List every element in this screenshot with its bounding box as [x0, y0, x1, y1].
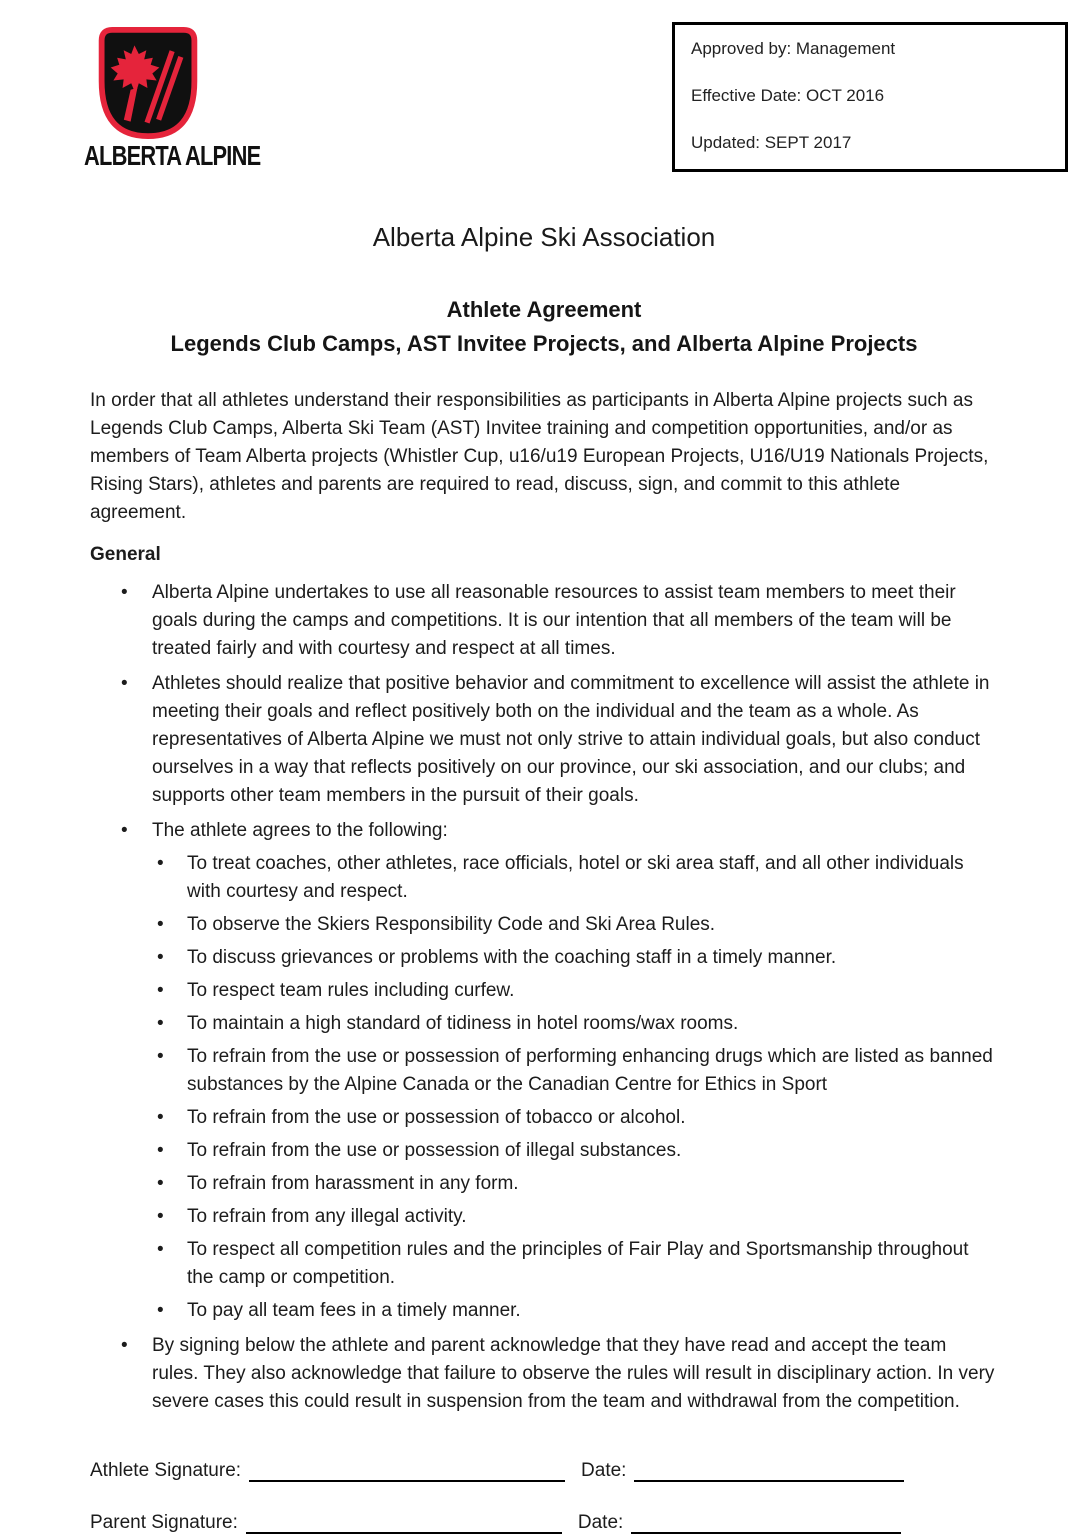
shield-icon [97, 26, 199, 140]
general-heading: General [90, 544, 161, 565]
athlete-signature-line [249, 1456, 565, 1482]
list-item-text: To respect team rules including curfew. [187, 980, 515, 1001]
list-item [152, 977, 998, 1005]
approved-by-line: Approved by: Management [691, 39, 896, 58]
list-item-text: To refrain from the use or possession of illegal substances. [187, 1140, 682, 1161]
effective-date-line: Effective Date: OCT 2016 [691, 86, 885, 105]
list-item-text: To maintain a high standard of tidiness in hotel rooms/wax rooms. [187, 1013, 739, 1034]
list-item-text: To pay all team fees in a timely manner. [187, 1300, 521, 1321]
list-item-text: To respect all competition rules and the principles of Fair Play and Sportsmanship throughout the camp or competition. [187, 1239, 969, 1288]
parent-signature-label: Parent Signature: [90, 1512, 238, 1533]
intro-paragraph: In order that all athletes understand their responsibilities as participants in Alberta Alpine projects such as Legends Club Camps, Alberta Ski Team (AST) Invitee training and competition opportunities, and/or as members of Team Alberta projects (Whistler Cup, u16/u19 European Projects, U16/U19 Nationals Projects, Rising Stars), athletes and parents are required to read, discuss, sign, and commit to this athlete agreement. [90, 390, 989, 523]
document-header [0, 0, 1088, 196]
alberta-alpine-logo [66, 26, 261, 172]
document-subtitle: Legends Club Camps, AST Invitee Projects, and Alberta Alpine Projects [170, 331, 918, 356]
organization-title: Alberta Alpine Ski Association [372, 222, 716, 252]
date-label: Date: [577, 1512, 624, 1533]
list-item [152, 850, 998, 906]
list-item [152, 911, 998, 939]
general-bullet-list [90, 579, 998, 1416]
list-item [90, 1332, 998, 1416]
list-item [152, 1137, 998, 1165]
parent-date-line [631, 1508, 901, 1534]
list-item-text: To refrain from any illegal activity. [187, 1206, 467, 1227]
list-item [152, 1170, 998, 1198]
athlete-date-line [634, 1456, 904, 1482]
approval-box [672, 22, 1068, 172]
parent-signature-row [90, 1504, 998, 1534]
list-item [152, 1203, 998, 1231]
list-item-text: By signing below the athlete and parent acknowledge that they have read and accept the team rules. They also acknowledge that failure to observe the rules will result in disciplinary action. In very severe cases this could result in suspension from the team and withdrawal from the competition. [152, 1335, 995, 1412]
list-item-text: Athletes should realize that positive behavior and commitment to excellence will assist the athlete in meeting their goals and reflect positively both on the individual and the team as a whole. As representatives of Alberta Alpine we must not only strive to attain individual goals, but also conduct ourselves in a way that reflects positively on our province, our ski association, and our clubs; and supports other team members in the pursuit of their goals. [152, 673, 990, 806]
list-item [90, 817, 998, 1325]
list-item [152, 1104, 998, 1132]
list-item-text: The athlete agrees to the following: [152, 820, 448, 841]
list-item-text: To refrain from the use or possession of tobacco or alcohol. [187, 1107, 686, 1128]
list-item [152, 1010, 998, 1038]
logo-wordmark: ALBERTA ALPINE [84, 140, 261, 171]
list-item [152, 1297, 998, 1325]
list-item-text: Alberta Alpine undertakes to use all reasonable resources to assist team members to meet their goals during the camps and competitions. It is our intention that all members of the team will be treated fairly and with courtesy and respect at all times. [152, 582, 956, 659]
list-item-text: To treat coaches, other athletes, race officials, hotel or ski area staff, and all other individuals with courtesy and respect. [187, 853, 964, 902]
parent-signature-line [246, 1508, 562, 1534]
athlete-signature-label: Athlete Signature: [90, 1460, 242, 1481]
athlete-agreements-sublist [152, 850, 998, 1325]
list-item [90, 670, 998, 810]
date-label: Date: [581, 1460, 627, 1481]
list-item-text: To refrain from harassment in any form. [187, 1173, 519, 1194]
athlete-signature-row [90, 1452, 998, 1482]
signature-section [90, 1452, 998, 1534]
list-item-text: To refrain from the use or possession of performing enhancing drugs which are listed as banned substances by the Alpine Canada or the Canadian Centre for Ethics in Sport [187, 1046, 993, 1095]
list-item [152, 1236, 998, 1292]
document-title: Athlete Agreement [446, 297, 642, 322]
list-item-text: To observe the Skiers Responsibility Code and Ski Area Rules. [187, 914, 716, 935]
document-body [0, 222, 1088, 1534]
list-item [152, 1043, 998, 1099]
list-item-text: To discuss grievances or problems with the coaching staff in a timely manner. [187, 947, 837, 968]
updated-line: Updated: SEPT 2017 [691, 133, 852, 152]
list-item [90, 579, 998, 663]
list-item [152, 944, 998, 972]
